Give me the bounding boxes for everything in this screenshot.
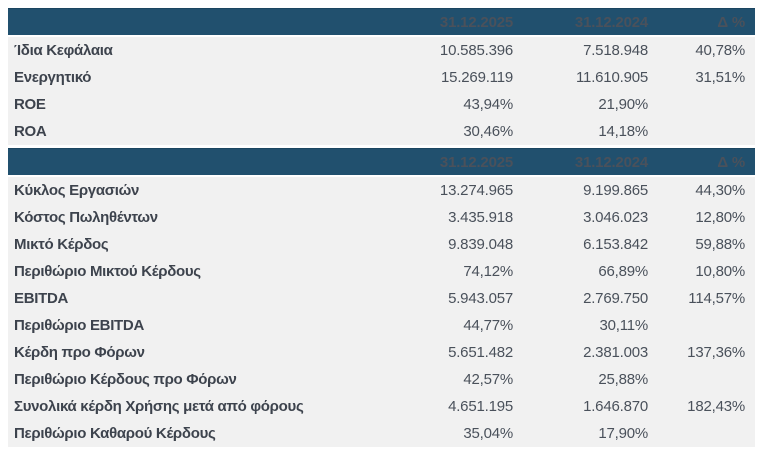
value-2024: 17,90% — [598, 425, 648, 442]
financial-summary-table — [8, 8, 755, 447]
value-delta: 182,43% — [687, 398, 745, 415]
table-row-ebitda — [8, 285, 755, 312]
row-label: Περιθώριο Καθαρού Κέρδους — [14, 426, 216, 441]
table-row-gross-margin — [8, 258, 755, 285]
table-row-pretax-margin — [8, 366, 755, 393]
spellcheck-underlined-word: Πωληθέντων — [69, 210, 158, 225]
table-row-pretax-profit — [8, 339, 755, 366]
row-label: Περιθώριο Κέρδους προ Φόρων — [14, 372, 237, 387]
header-col-2024: 31.12.2024 — [574, 13, 648, 31]
value-2025: 74,12% — [463, 263, 513, 280]
row-label: EBITDA — [14, 291, 69, 306]
value-2025: 44,77% — [463, 317, 513, 334]
value-delta: 12,80% — [695, 209, 745, 226]
row-label: Κέρδη προ Φόρων — [14, 345, 145, 360]
value-2025: 35,04% — [463, 425, 513, 442]
value-2024: 2.769.750 — [583, 290, 648, 307]
table-row-roa — [8, 118, 755, 145]
table-row-cogs — [8, 204, 755, 231]
table-row-net-margin — [8, 420, 755, 447]
value-delta: 59,88% — [695, 236, 745, 253]
value-delta: 44,30% — [695, 182, 745, 199]
row-label: ROA — [14, 124, 47, 139]
value-2025: 15.269.119 — [441, 69, 513, 86]
table-body-2 — [8, 177, 755, 447]
table-header-row-2 — [8, 148, 755, 175]
value-2024: 9.199.865 — [583, 182, 648, 199]
value-2025: 10.585.396 — [439, 42, 513, 59]
value-2025: 43,94% — [463, 96, 513, 113]
value-2025: 3.435.918 — [448, 209, 513, 226]
table-row-roe — [8, 91, 755, 118]
balance-sheet-section — [8, 8, 755, 145]
table-row-assets — [8, 64, 755, 91]
row-label: Συνολικά κέρδη Χρήσης μετά από φόρους — [14, 399, 304, 414]
value-2025: 5.943.057 — [448, 290, 513, 307]
value-2024: 3.046.023 — [583, 209, 648, 226]
value-2025: 4.651.195 — [448, 398, 513, 415]
value-2024: 11.610.905 — [576, 69, 648, 86]
row-label: Περιθώριο EBITDA — [14, 318, 144, 333]
value-delta: 137,36% — [687, 344, 745, 361]
row-label: Μικτό Κέρδος — [14, 237, 109, 252]
row-label: Ενεργητικό — [14, 70, 92, 85]
header-col-2025: 31.12.2025 — [439, 153, 513, 171]
value-2025: 9.839.048 — [448, 236, 513, 253]
row-label: Περιθώριο Μικτού Κέρδους — [14, 264, 201, 279]
value-2025: 42,57% — [463, 371, 513, 388]
table-row-turnover — [8, 177, 755, 204]
header-col-delta: Δ % — [717, 13, 745, 31]
value-delta: 31,51% — [695, 69, 745, 86]
value-2025: 13.274.965 — [439, 182, 513, 199]
header-col-2024: 31.12.2024 — [574, 153, 648, 171]
row-label: Ίδια Κεφάλαια — [14, 43, 113, 58]
value-2024: 21,90% — [598, 96, 648, 113]
value-delta: 114,57% — [688, 290, 745, 307]
table-row-net-profit — [8, 393, 755, 420]
table-row-ebitda-margin — [8, 312, 755, 339]
value-2025: 5.651.482 — [448, 344, 513, 361]
header-col-delta: Δ % — [717, 153, 745, 171]
table-row-equity — [8, 37, 755, 64]
table-row-gross-profit — [8, 231, 755, 258]
income-statement-section — [8, 148, 755, 447]
value-delta: 10,80% — [695, 263, 745, 280]
value-2024: 25,88% — [598, 371, 648, 388]
value-2024: 14,18% — [598, 123, 648, 140]
row-label — [8, 210, 393, 225]
value-2024: 7.518.948 — [583, 42, 648, 59]
value-2024: 66,89% — [598, 263, 648, 280]
table-header-row-1 — [8, 8, 755, 35]
row-label: Κύκλος Εργασιών — [14, 183, 140, 198]
value-delta: 40,78% — [695, 42, 745, 59]
value-2024: 30,11% — [599, 317, 648, 334]
value-2024: 2.381.003 — [583, 344, 648, 361]
value-2024: 1.646.870 — [583, 398, 648, 415]
value-2025: 30,46% — [463, 123, 513, 140]
header-col-2025: 31.12.2025 — [439, 13, 513, 31]
row-label: ROE — [14, 97, 46, 112]
table-body-1 — [8, 37, 755, 145]
row-label-text: Κόστος — [14, 210, 70, 225]
value-2024: 6.153.842 — [583, 236, 648, 253]
